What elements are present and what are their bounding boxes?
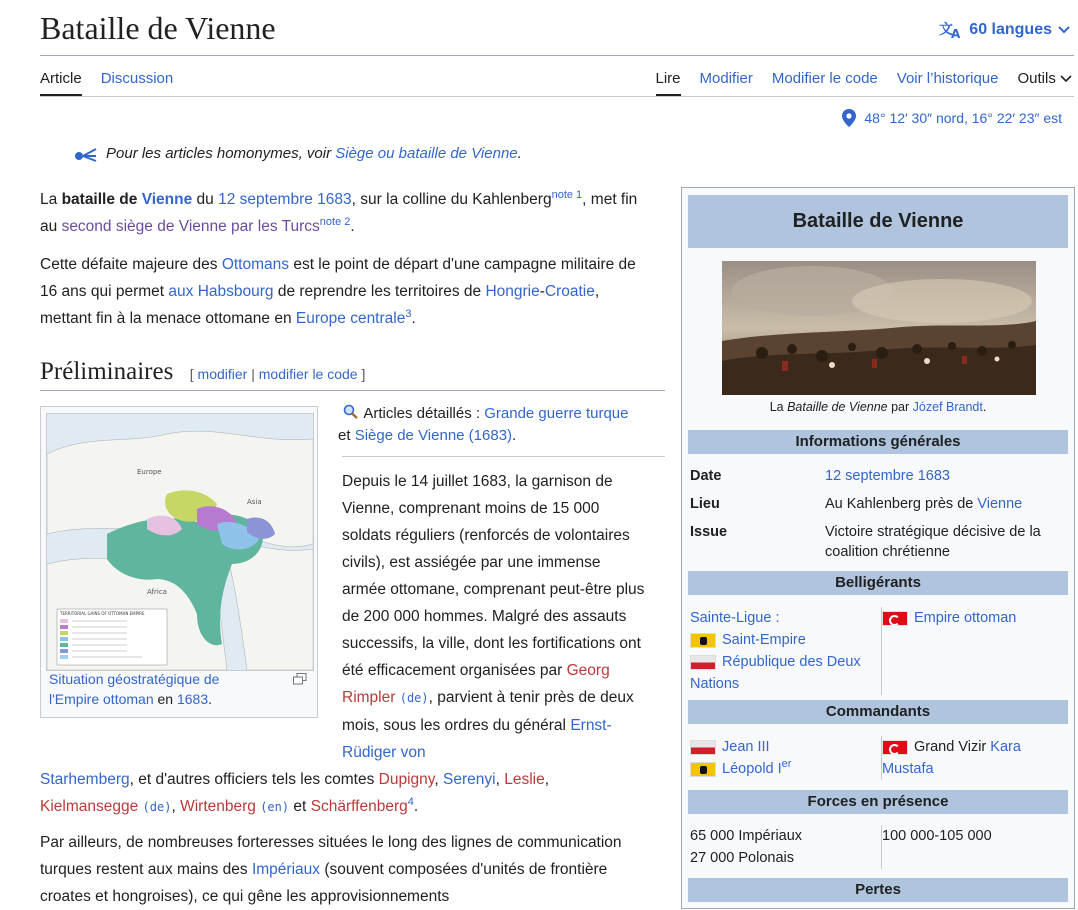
link-starhemberg-2[interactable]: Starhemberg [40, 771, 130, 788]
infobox-row-lieu [690, 494, 1070, 514]
infobox-header-forces: Forces en présence [688, 790, 1068, 814]
text: Depuis le 14 juillet 1683, la garnison de Vienne, comprenant moins de 15 000 soldats réguliers (renforcés de volontaires civils), est assiégée par une immense armée ottomane, comprenant peut-être plus de 200 000 hommes. Malgré des assauts successifs, la ville, dont les fortifications ont été efficacement organisées par [342, 473, 645, 679]
magnifier-icon [342, 404, 360, 420]
detailed-articles [338, 403, 662, 447]
link-kara-mustafa[interactable]: Kara Mustafa [882, 739, 1021, 777]
link-second-siege[interactable]: second siège de Vienne par les Turcs [61, 218, 320, 235]
tab-edit-source[interactable]: Modifier le code [771, 70, 878, 87]
text: du [192, 191, 219, 208]
link-date-infobox[interactable]: 12 septembre 1683 [825, 468, 950, 484]
note-1[interactable]: note 1 [551, 188, 583, 201]
painting-drawing [722, 261, 1036, 395]
text: et [289, 798, 311, 815]
infobox-title: Bataille de Vienne [688, 195, 1068, 248]
commandants-right [881, 736, 1067, 780]
interlang-en[interactable]: (en) [260, 800, 290, 814]
map-label-europe: Europe [137, 468, 162, 476]
row-value: Au Kahlenberg près de [825, 496, 978, 512]
forces-right [881, 825, 1067, 869]
hatnote-suffix: . [517, 145, 522, 162]
text: , sur la colline du Kahlenberg [351, 191, 552, 208]
text: La [40, 191, 62, 208]
link-leopold[interactable] [722, 758, 792, 777]
chevron-down-icon [1058, 25, 1070, 35]
hatnote-link[interactable]: Siège ou bataille de Vienne [335, 145, 518, 162]
link-hongrie[interactable]: Hongrie [485, 283, 540, 300]
link-date[interactable]: 12 septembre 1683 [218, 191, 352, 208]
belligerants-left [690, 607, 875, 695]
row-key: Date [690, 468, 722, 484]
namespace-tabs [40, 70, 173, 96]
text: est le point de départ d'une campagne militaire de 16 ans qui permet [40, 256, 636, 300]
intro-paragraph-2 [40, 251, 640, 332]
ref-4[interactable]: 4 [407, 795, 414, 808]
battle-painting[interactable] [722, 261, 1036, 395]
text: par [887, 400, 913, 414]
painting-caption [688, 400, 1068, 414]
text: . [512, 427, 517, 444]
link-jean-iii[interactable]: Jean III [722, 739, 770, 755]
hatnote-prefix: Pour les articles homonymes, voir [106, 145, 336, 162]
text: . [413, 798, 419, 815]
interlang-de[interactable]: (de) [399, 691, 429, 705]
belligerants-right [881, 607, 1067, 695]
view-tabs [656, 70, 1073, 96]
coordinates[interactable] [842, 109, 1062, 127]
text: Cette défaite majeure des [40, 256, 222, 273]
interlang-de-2[interactable]: (de) [142, 800, 172, 814]
section-paragraph-1-cont [40, 766, 650, 821]
tools-menu[interactable] [1017, 70, 1072, 96]
forces-value: 65 000 Impériaux [690, 828, 803, 844]
text: de reprendre les territoires de [273, 283, 486, 300]
infobox-header-commandants: Commandants [688, 700, 1068, 724]
text: Articles détaillés : [363, 405, 485, 422]
forces-left [690, 825, 875, 869]
translate-icon [939, 20, 963, 40]
link-grande-guerre[interactable]: Grande guerre turque [484, 405, 629, 422]
section-edit-links [190, 366, 366, 382]
map-thumbnail [40, 406, 318, 718]
language-count: 60 langues [969, 21, 1052, 38]
ref-3[interactable]: 3 [405, 307, 412, 320]
map-label-asia: Asia [247, 498, 262, 506]
infobox-header-pertes: Pertes [688, 878, 1068, 902]
forces-value: 27 000 Polonais [690, 850, 794, 866]
bold-text: bataille de [61, 191, 142, 208]
flag-ottoman-icon [882, 611, 908, 626]
text: . [350, 218, 355, 235]
text: , mettant fin à la menace ottomane en [40, 283, 600, 327]
title-divider [40, 55, 1074, 56]
link-kielmansegge[interactable]: Kielmansegge [40, 798, 139, 815]
text: . [411, 310, 416, 327]
commandants-left [690, 736, 875, 780]
intro-paragraph-1 [40, 186, 645, 240]
language-button[interactable] [939, 20, 1070, 40]
infobox-header-belligerants: Belligérants [688, 571, 1068, 595]
forces-value: 100 000-105 000 [882, 828, 992, 844]
link-rimpler[interactable]: Georg Rimpler [342, 662, 610, 706]
text: . [208, 691, 213, 707]
separator: | [247, 366, 259, 382]
detailed-divider [342, 456, 665, 457]
bracket: [ [189, 366, 198, 382]
link-europe-centrale[interactable]: Europe centrale [295, 310, 406, 327]
map-pin-icon [842, 109, 856, 127]
link-sainte-ligue[interactable]: Sainte-Ligue [690, 610, 772, 626]
link-serenyi[interactable]: Serenyi [443, 771, 496, 788]
map-caption [49, 669, 249, 709]
link-republique[interactable]: République des Deux Nations [690, 654, 861, 692]
map-caption-year-link[interactable]: 1683 [176, 691, 209, 707]
text: , parvient à tenir près de deux mois, sous les ordres du général [342, 689, 634, 734]
section-title: Préliminaires [40, 358, 174, 385]
flag-poland-icon [690, 655, 716, 670]
text: , [171, 798, 181, 815]
link-siege-1683[interactable]: Siège de Vienne (1683) [354, 427, 513, 444]
map-label-africa: Africa [147, 588, 167, 596]
row-value: Victoire stratégique décisive de la coalition chrétienne [825, 524, 1041, 560]
link-empire-ottoman[interactable]: Empire ottoman [914, 610, 1017, 626]
tab-read[interactable]: Lire [656, 70, 681, 96]
section-edit-link[interactable]: modifier [197, 366, 248, 382]
link-imperiaux[interactable]: Impériaux [251, 861, 321, 878]
section-edit-source-link[interactable]: modifier le code [258, 366, 358, 382]
text: Par ailleurs, de nombreuses forteresses situées le long des lignes de communication turques restent aux mains des [40, 834, 622, 878]
text: , met fin au [40, 191, 638, 235]
superscript: er [781, 758, 792, 771]
svg-text:文: 文 [939, 22, 954, 38]
link-ottomans[interactable]: Ottomans [221, 256, 290, 273]
map-drawing [47, 414, 313, 670]
link-text: Léopold I [722, 761, 782, 777]
infobox [681, 187, 1075, 909]
text: (souvent composées d'unités de frontière croates et hongroises), ce qui gêne les approvisionnements [40, 861, 608, 905]
tab-discussion[interactable]: Discussion [100, 70, 174, 87]
row-key: Issue [690, 524, 728, 540]
link-wirtenberg[interactable]: Wirtenberg [180, 798, 256, 815]
link-croatie[interactable]: Croatie [544, 283, 595, 300]
tabs-divider [40, 96, 1074, 97]
row-key: Lieu [690, 496, 720, 512]
map-caption-link[interactable]: Situation géostratégique de l'Empire ottoman [49, 671, 220, 707]
page-title: Bataille de Vienne [40, 10, 276, 46]
enlarge-icon[interactable] [293, 673, 307, 685]
tab-history[interactable]: Voir l’historique [896, 70, 999, 87]
section-heading [40, 358, 665, 391]
infobox-header-general: Informations générales [688, 430, 1068, 454]
text: - [539, 283, 545, 300]
italic-text: Bataille de Vienne [787, 400, 888, 414]
link-leslie[interactable]: Leslie [504, 771, 545, 788]
link-jozef-brandt[interactable]: Józef Brandt [912, 400, 983, 414]
section-paragraph-2 [40, 829, 640, 910]
infobox-row-date [690, 466, 1070, 486]
text: et [338, 427, 355, 444]
text: , [495, 771, 505, 788]
section-paragraph-1 [342, 468, 647, 766]
text: , [544, 771, 550, 788]
text: , et d'autres officiers tels les comtes [129, 771, 379, 788]
link-vienne[interactable]: Vienne [141, 191, 193, 208]
link-habsbourg[interactable]: aux Habsbourg [168, 283, 274, 300]
text: : [771, 610, 780, 626]
link-vienne-infobox[interactable]: Vienne [977, 496, 1023, 512]
svg-text:A: A [951, 27, 961, 40]
text: , [434, 771, 444, 788]
bracket: ] [357, 366, 366, 382]
text: en [153, 691, 177, 707]
text: La [769, 400, 788, 414]
map-legend-title: TERRITORIAL GAINS OF OTTOMAN EMPIRE [60, 611, 145, 616]
flag-ottoman-icon [882, 740, 908, 755]
infobox-row-issue [690, 522, 1070, 562]
tab-article[interactable]: Article [40, 70, 82, 96]
link-starhemberg[interactable]: Ernst-Rüdiger von [342, 717, 612, 761]
disambiguation-icon [74, 146, 98, 162]
hatnote [74, 145, 522, 162]
link-scharffenberg[interactable]: Schärffenberg [310, 798, 408, 815]
link-saint-empire[interactable]: Saint-Empire [722, 632, 806, 648]
flag-poland-icon [690, 740, 716, 755]
link-dupigny[interactable]: Dupigny [378, 771, 435, 788]
tools-label: Outils [1017, 70, 1056, 87]
note-2[interactable]: note 2 [319, 215, 351, 228]
coordinates-text: 48° 12′ 30″ nord, 16° 22′ 23″ est [864, 110, 1062, 126]
text: Grand Vizir [914, 739, 991, 755]
tab-edit[interactable]: Modifier [699, 70, 753, 87]
flag-hre-icon [690, 633, 716, 648]
ottoman-map-image[interactable] [46, 413, 314, 671]
flag-hre-icon [690, 762, 716, 777]
text: . [982, 400, 987, 414]
chevron-down-icon [1060, 74, 1072, 83]
